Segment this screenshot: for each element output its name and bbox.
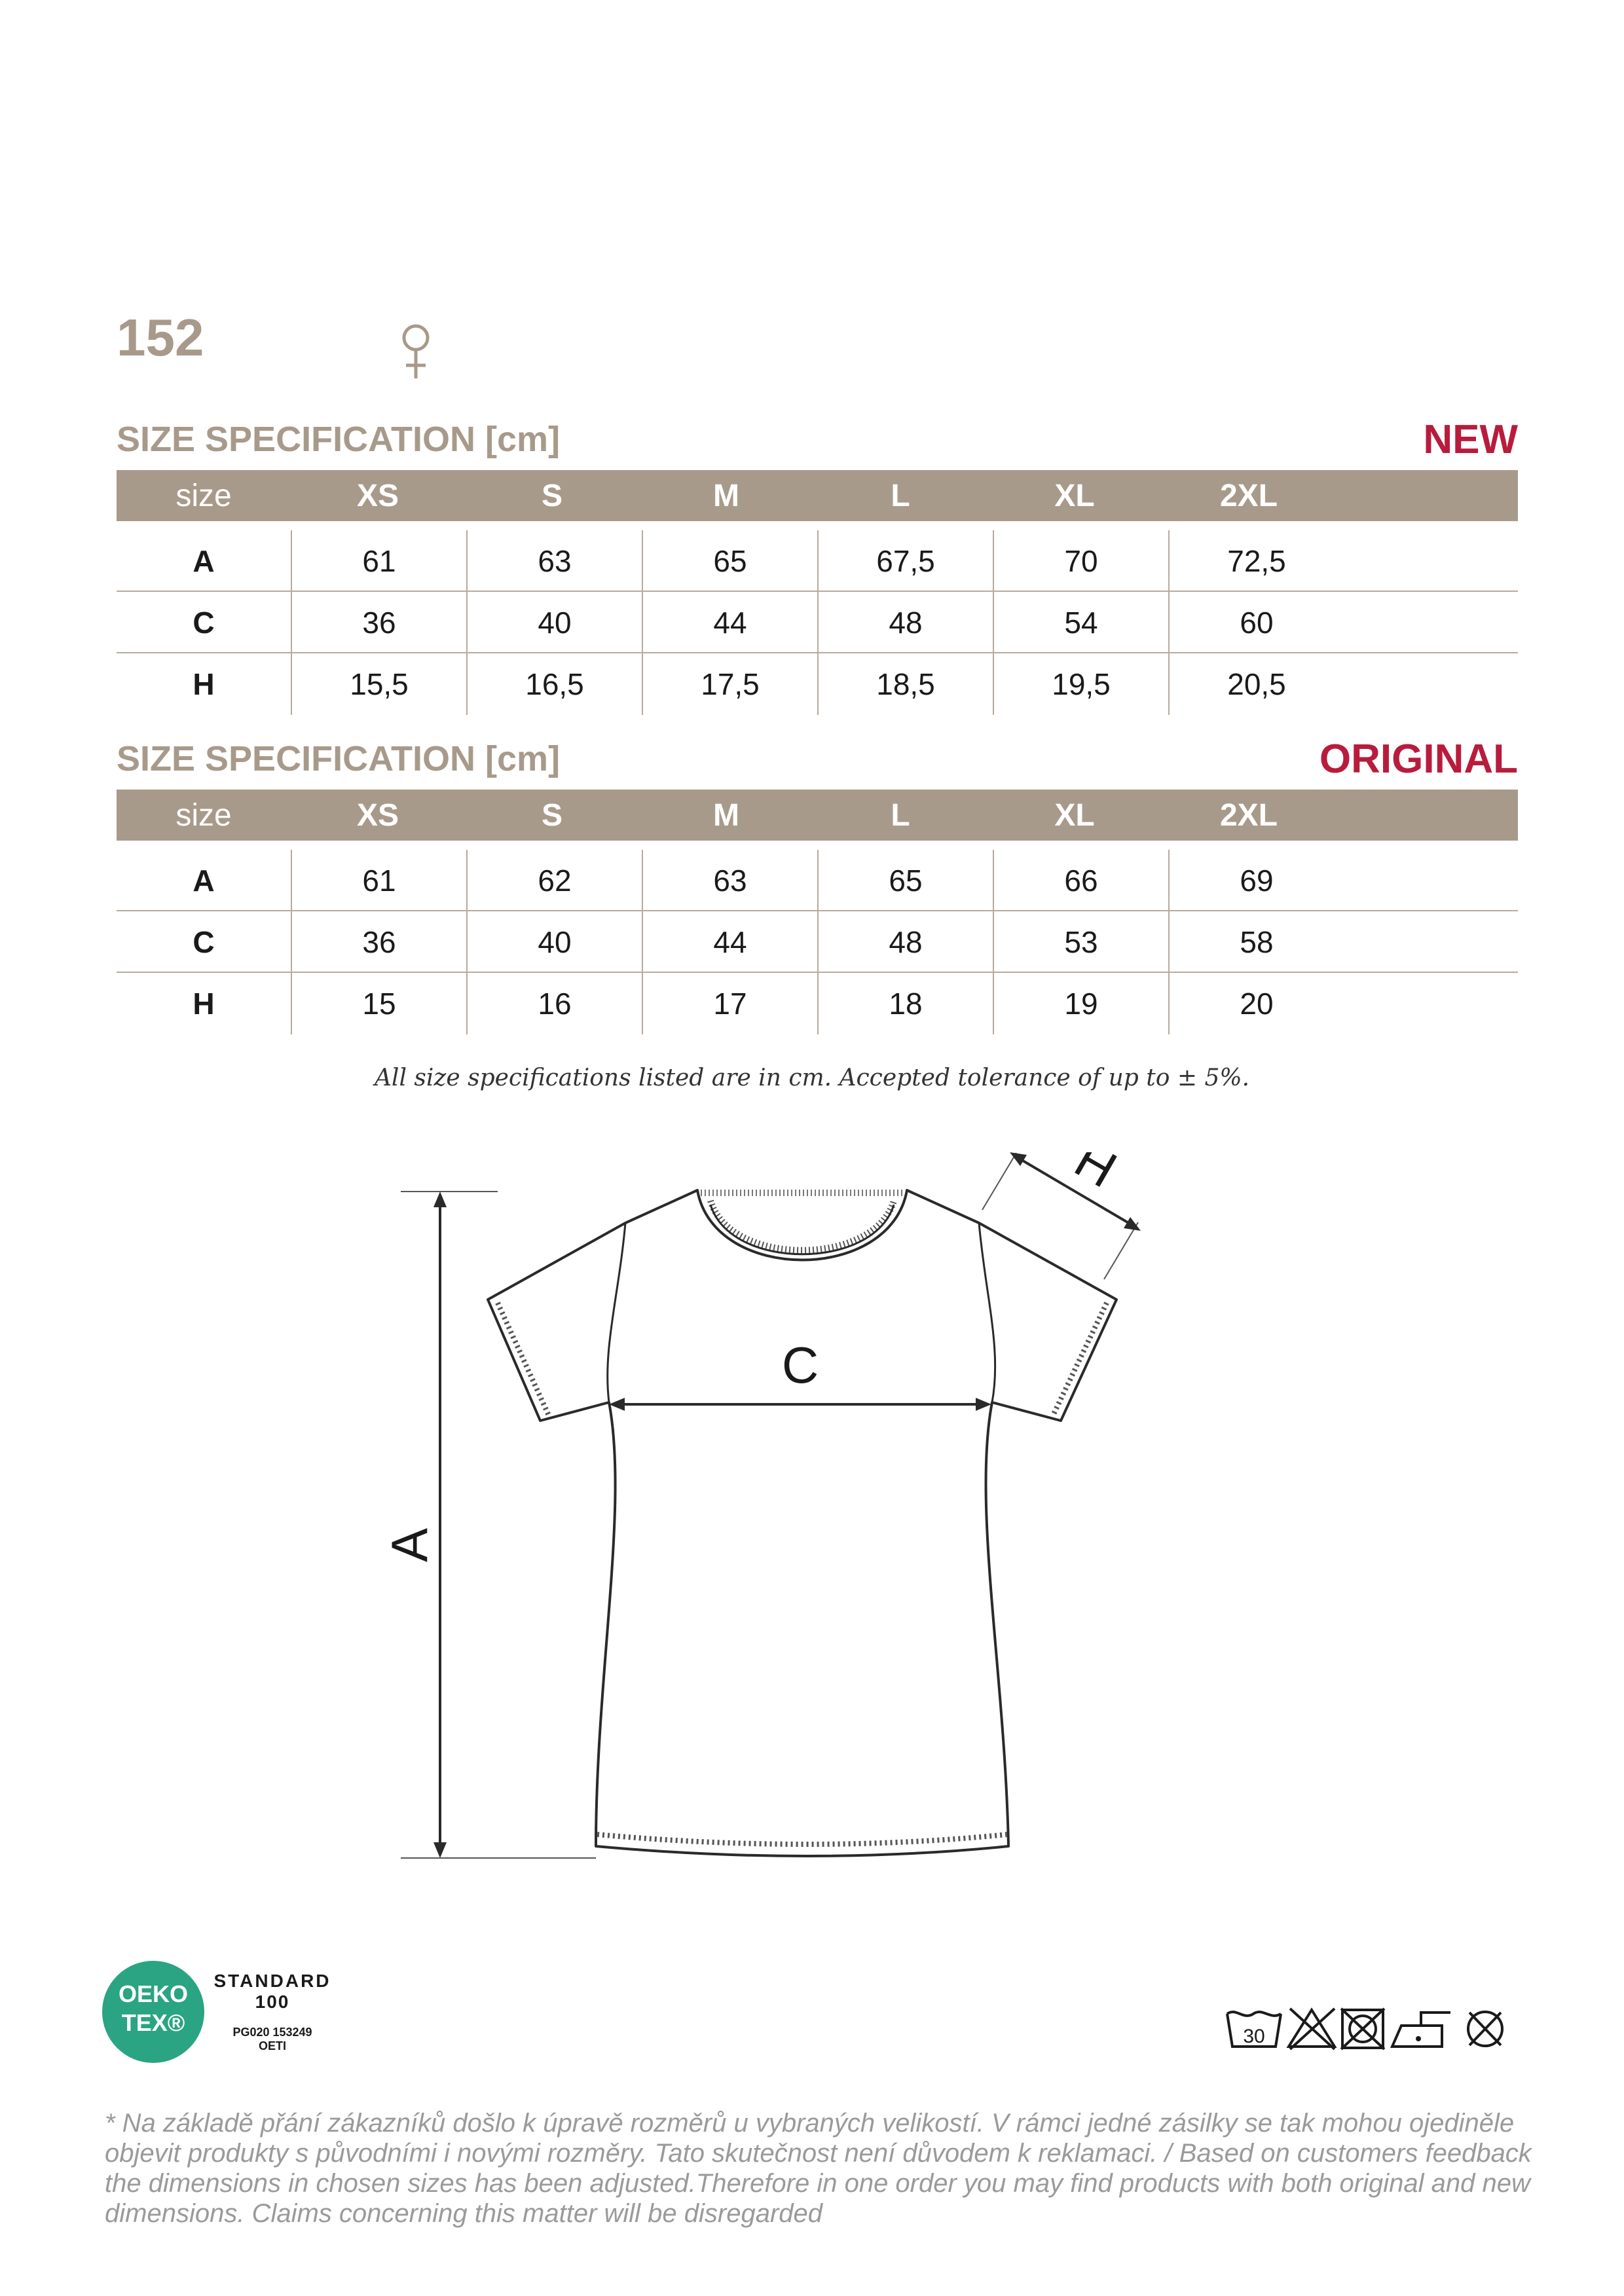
table-row <box>117 850 1518 911</box>
table-cell: 20 <box>1168 973 1344 1034</box>
wash-30-icon <box>1227 2012 1281 2047</box>
row-label: A <box>193 544 215 578</box>
oeko-tex-logo <box>102 1961 204 2063</box>
tshirt-diagram <box>380 1152 1231 1915</box>
table-cell: 15 <box>291 973 466 1034</box>
table-cell: 63 <box>642 850 817 911</box>
header-cell: XS <box>356 797 399 833</box>
section-title-original: SIZE SPECIFICATION [cm] <box>117 739 561 778</box>
tolerance-note: All size specifications listed are in cm. Accepted tolerance of up to ± 5%. <box>374 1065 1250 1091</box>
table-row <box>117 653 1518 715</box>
right-sleeve-hem <box>1053 1303 1107 1415</box>
table-cell: 65 <box>817 850 993 911</box>
table-cell: 65 <box>642 530 817 592</box>
oeko-logo-line1: OEKO <box>118 1980 188 2007</box>
version-label-original: ORIGINAL <box>1319 737 1518 782</box>
table-cell: 61 <box>291 850 466 911</box>
table-cell: 40 <box>466 592 642 653</box>
header-cell-size: size <box>175 797 232 833</box>
row-label: C <box>193 925 215 959</box>
table-cell: 40 <box>466 911 642 973</box>
table-header <box>117 790 1518 841</box>
disclaimer-text: * Na základě přání zákazníků došlo k úpravě rozměrů u vybraných velikostí. V rámci jedné zásilky se tak mohou ojediněle objevit produkty s původními i novými rozměry. Tato skutečnost není důvodem k reklamaci. / Based on customers feedback the dimensions in chosen sizes has been adjusted.Therefore in one order you may find products with both original and new dimensions. Claims concerning this matter will be disregarded <box>105 2109 1532 2228</box>
header-cell: XL <box>1054 797 1095 833</box>
header-cell-size: size <box>175 478 232 513</box>
row-label: H <box>193 987 215 1021</box>
table-cell: 44 <box>642 592 817 653</box>
no-bleach-icon <box>1289 2009 1335 2049</box>
care-symbols <box>1225 2003 1519 2059</box>
table-row <box>117 592 1518 653</box>
table-cell: 66 <box>993 850 1168 911</box>
neck-rib-inner <box>710 1205 894 1254</box>
table-cell: 62 <box>466 850 642 911</box>
table-cell: 16,5 <box>466 653 642 715</box>
header-cell: S <box>541 797 563 833</box>
table-cell: 18 <box>817 973 993 1034</box>
table-row <box>117 911 1518 973</box>
size-table-new <box>117 470 1518 715</box>
female-symbol-icon <box>399 322 432 384</box>
table-cell: 53 <box>993 911 1168 973</box>
oeko-institute: OETI <box>258 2039 286 2052</box>
measure-label-a: A <box>380 1527 438 1563</box>
table-cell: 48 <box>817 911 993 973</box>
table-header <box>117 470 1518 521</box>
oeko-tex-info <box>207 1971 338 2053</box>
table-cell: 19 <box>993 973 1168 1034</box>
tshirt-diagram-svg <box>380 1152 1231 1912</box>
section-title-new: SIZE SPECIFICATION [cm] <box>117 420 561 459</box>
header-cell: S <box>541 478 563 513</box>
iron-low-icon <box>1392 2013 1450 2047</box>
measure-label-h: H <box>1065 1152 1126 1199</box>
header-cell: L <box>891 478 910 513</box>
table-row <box>117 973 1518 1034</box>
table-cell: 54 <box>993 592 1168 653</box>
left-sleeve-hem <box>498 1303 549 1415</box>
table-cell: 67,5 <box>817 530 993 592</box>
table-cell: 18,5 <box>817 653 993 715</box>
header-cell: M <box>713 797 739 833</box>
table-cell: 44 <box>642 911 817 973</box>
table-cell: 70 <box>993 530 1168 592</box>
table-cell: 20,5 <box>1168 653 1344 715</box>
oeko-standard-number: 100 <box>255 1992 290 2012</box>
bottom-hem <box>597 1834 1007 1844</box>
neck-rib <box>710 1201 894 1250</box>
table-cell: 60 <box>1168 592 1344 653</box>
table-cell: 15,5 <box>291 653 466 715</box>
table-cell: 36 <box>291 911 466 973</box>
table-cell: 63 <box>466 530 642 592</box>
header-cell: 2XL <box>1219 797 1278 833</box>
table-cell: 19,5 <box>993 653 1168 715</box>
header-cell: M <box>713 478 739 513</box>
header-cell: 2XL <box>1219 478 1278 513</box>
no-tumble-dry-icon <box>1341 2009 1384 2049</box>
product-code: 152 <box>117 308 204 367</box>
oeko-standard: STANDARD <box>213 1971 331 1991</box>
version-label-new: NEW <box>1423 417 1518 462</box>
wash-temp-label: 30 <box>1243 2026 1265 2047</box>
table-cell: 16 <box>466 973 642 1034</box>
header-cell: L <box>891 797 910 833</box>
measure-label-c: C <box>781 1336 819 1394</box>
oeko-logo-line2: TEX® <box>121 2009 185 2036</box>
table-cell: 36 <box>291 592 466 653</box>
table-cell: 61 <box>291 530 466 592</box>
header-cell: XL <box>1054 478 1095 513</box>
no-dry-clean-icon <box>1468 2012 1502 2046</box>
table-cell: 17,5 <box>642 653 817 715</box>
row-label: H <box>193 667 215 701</box>
row-label: C <box>193 606 215 640</box>
table-row <box>117 530 1518 592</box>
table-cell: 17 <box>642 973 817 1034</box>
row-label: A <box>193 864 215 898</box>
size-table-original <box>117 790 1518 1034</box>
header-cell: XS <box>356 478 399 513</box>
table-cell: 48 <box>817 592 993 653</box>
table-cell: 69 <box>1168 850 1344 911</box>
table-cell: 72,5 <box>1168 530 1344 592</box>
oeko-cert-code: PG020 153249 <box>232 2026 312 2039</box>
tshirt-outline <box>488 1190 1116 1856</box>
table-cell: 58 <box>1168 911 1344 973</box>
